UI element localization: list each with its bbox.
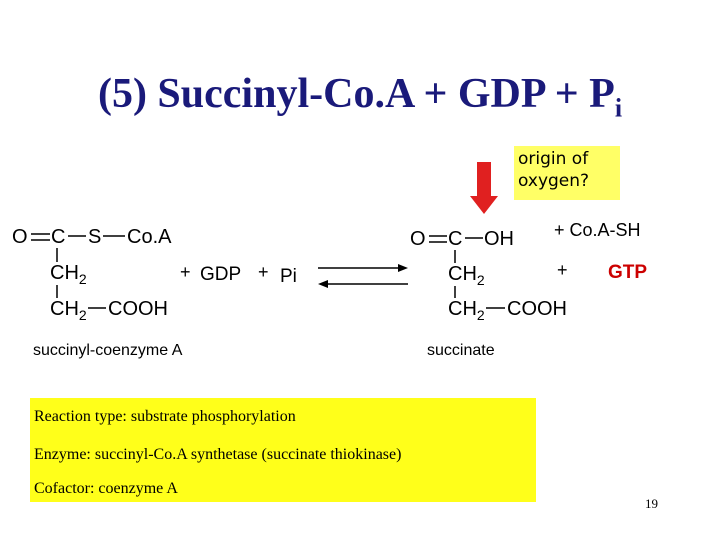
origin-note: origin of oxygen? [514, 146, 620, 200]
left-oxygen: O [12, 226, 28, 248]
right-hydroxyl: OH [484, 228, 514, 250]
gtp-label: GTP [608, 262, 648, 283]
right-cooh: COOH [507, 298, 567, 320]
left-ch2-2: $CH_2$ [50, 298, 87, 323]
enzyme: Enzyme: succinyl-Co.A synthetase (succinate thiokinase) [34, 446, 402, 463]
pi-label: Pi [280, 266, 297, 287]
left-sulfur: S [88, 226, 102, 248]
left-carbon: C [51, 226, 66, 248]
page-number: 19 [645, 496, 658, 511]
right-caption: succinate [427, 342, 495, 359]
title-subscript: i [614, 93, 623, 123]
left-coa: Co.A [127, 226, 172, 248]
red-down-arrow-icon [470, 162, 498, 214]
plus-products: + [557, 260, 568, 280]
gdp-label: GDP [200, 264, 242, 285]
coash-label: + Co.A-SH [554, 220, 641, 240]
left-caption: succinyl-coenzyme A [33, 342, 183, 359]
info-box [30, 398, 536, 502]
title-text: (5) Succinyl-Co.A + GDP + P [97, 71, 615, 117]
cofactor: Cofactor: coenzyme A [34, 480, 178, 497]
right-ch2-1: $CH_2$ [448, 263, 485, 288]
left-cooh: COOH [108, 298, 168, 320]
right-oxygen: O [410, 228, 426, 250]
left-ch2-1: $CH_2$ [50, 262, 87, 287]
plus-2: + [258, 262, 269, 282]
reaction-type: Reaction type: substrate phosphorylation [34, 408, 296, 425]
plus-1: + [180, 262, 191, 282]
right-carbon: C [448, 228, 463, 250]
right-ch2-2: $CH_2$ [448, 298, 485, 323]
